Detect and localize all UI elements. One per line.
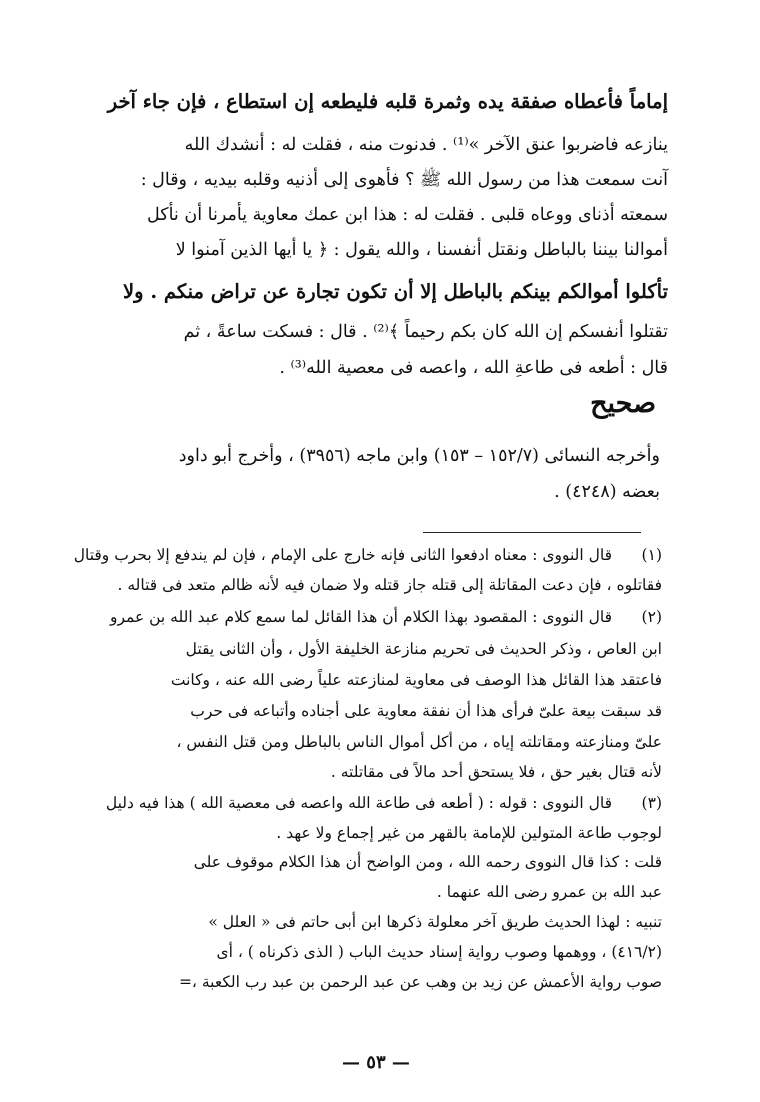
footnote-line: قال النووى : المقصود بهذا الكلام أن هذا القائل لما سمع كلام عبد الله بن عمرو [109, 608, 612, 626]
footnote-line: لأنه قتال بغير حق ، فلا يستحق أحد مالاً فى مقاتلته . [330, 763, 662, 781]
hadith-line: تأكلوا أموالكم بينكم بالباطل إلا أن تكون تجارة عن تراض منكم . ولا [123, 280, 668, 303]
footnote-line: تنبيه : لهذا الحديث طريق آخر معلولة ذكرها ابن أبى حاتم فى « العلل » [208, 913, 662, 931]
hadith-line: سمعته أذناى ووعاه قلبى . فقلت له : هذا ابن عمك معاوية يأمرنا أن نأكل [147, 205, 668, 225]
footnote-line: فقاتلوه ، فإن دعت المقاتلة إلى قتله جاز قتله ولا ضمان فيه لأنه ظالم متعد فى قتاله . [117, 576, 662, 594]
hadith-line: آنت سمعت هذا من رسول الله ﷺ ؟ فأهوى إلى أذنيه وقلبه بيديه ، وقال : [140, 170, 668, 190]
takhrij-line: وأخرجه النسائى (١٥٢/٧ – ١٥٣) وابن ماجه (٣٩٥٦) ، وأخرج أبو داود [178, 446, 660, 466]
footnote-separator [423, 532, 641, 533]
takhrij-line: بعضه (٤٢٤٨) . [554, 482, 660, 502]
footnote-line: فاعتقد هذا القائل هذا الوصف فى معاوية لمنازعته علياً رضى الله عنه ، وكانت [170, 671, 662, 689]
footnote-line: (٤١٦/٢) ، ووهمها وصوب رواية إسناد حديث الباب ( الذى ذكرناه ) ، أى [216, 943, 662, 961]
footnote-number: (١) [641, 546, 662, 564]
footnote-line: عبد الله بن عمرو رضى الله عنهما . [436, 883, 662, 901]
footnote-line: علىّ ومنازعته ومقاتلته إياه ، من أكل أموال الناس بالباطل ومن قتل النفس ، [176, 733, 662, 751]
hadith-line: أموالنا بيننا بالباطل ونقتل أنفسنا ، والله يقول : ﴿ يا أيها الذين آمنوا لا [175, 240, 668, 260]
grade-heading: صحيح [590, 388, 656, 419]
footnote-line: لوجوب طاعة المتولين للإمامة بالقهر من غير إجماع ولا عهد . [276, 824, 662, 842]
footnote-line: قد سبقت بيعة علىّ فرأى هذا أن نفقة معاوية على أجناده وأتباعه فى حرب [190, 702, 662, 720]
footnote-number: (٢) [641, 608, 662, 626]
footnote-line: قال النووى : قوله : ( أطعه فى طاعة الله واعصه فى معصية الله ) هذا فيه دليل [105, 794, 612, 812]
footnote-line: ابن العاص ، وذكر الحديث فى تحريم منازعة الخليفة الأول ، وأن الثانى يقتل [185, 640, 662, 658]
footnote-number: (٣) [641, 794, 662, 812]
footnote-line: قلت : كذا قال النووى رحمه الله ، ومن الواضح أن هذا الكلام موقوف على [193, 853, 662, 871]
footnote-line: صوب رواية الأعمش عن زيد بن وهب عن عبد الرحمن بن عبد رب الكعبة ،= [178, 973, 662, 991]
footnote-line: قال النووى : معناه ادفعوا الثانى فإنه خارج على الإمام ، فإن لم يندفع إلا بحرب وقتال [73, 546, 612, 564]
hadith-line: قال : أطعه فى طاعةِ الله ، واعصه فى معصية الله⁽³⁾ . [279, 358, 668, 378]
hadith-line: ينازعه فاضربوا عنق الآخر »⁽¹⁾ . فدنوت منه ، فقلت له : أنشدك الله [184, 135, 668, 155]
hadith-line: إماماً فأعطاه صفقة يده وثمرة قلبه فليطعه إن استطاع ، فإن جاء آخر [107, 90, 668, 113]
hadith-line: تقتلوا أنفسكم إن الله كان بكم رحيماً ﴾⁽²⁾ . قال : فسكت ساعةً ، ثم [183, 322, 668, 342]
page-number: — ٥٣ — [342, 1052, 410, 1073]
